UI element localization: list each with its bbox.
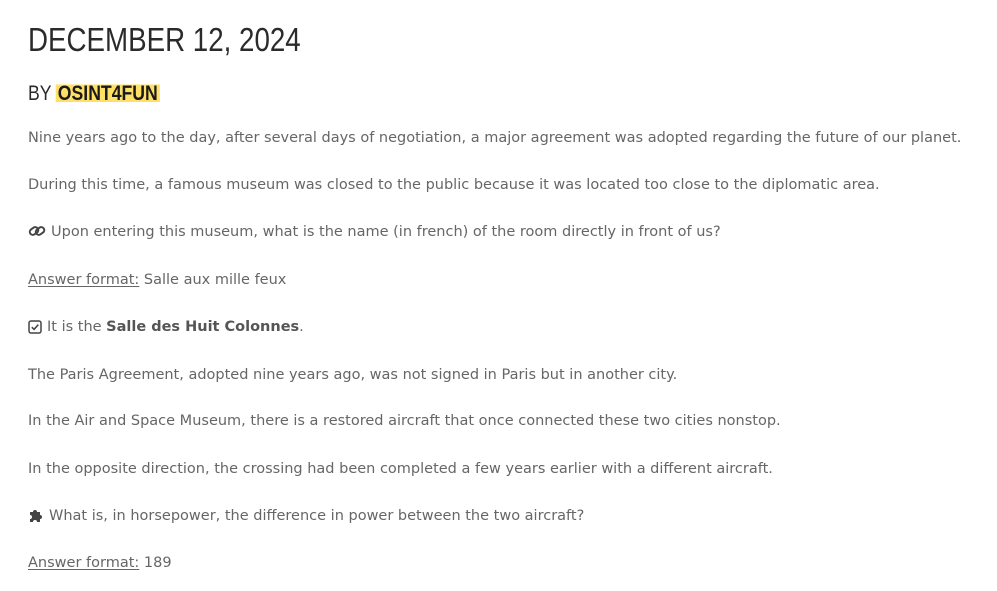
answer-format-label: Answer format: bbox=[28, 272, 140, 288]
question-2-text: What is, in horsepower, the difference in power between the two aircraft? bbox=[49, 508, 585, 524]
solution-answer: Salle des Huit Colonnes bbox=[106, 319, 300, 335]
puzzle-piece-icon bbox=[28, 507, 44, 529]
answer-format-1 bbox=[28, 270, 286, 290]
question-1 bbox=[28, 222, 721, 245]
link-icon bbox=[28, 223, 46, 245]
solution-1 bbox=[28, 317, 304, 340]
checkbox-checked-icon bbox=[28, 320, 42, 340]
paragraph-intro: Nine years ago to the day, after several days of negotiation, a major agreement was adopted regarding the future of our planet. bbox=[28, 130, 962, 146]
question-1-text: Upon entering this museum, what is the name (in french) of the room directly in front of us? bbox=[51, 224, 721, 240]
post-date: DECEMBER 12, 2024 bbox=[28, 21, 301, 58]
answer-format-value: Salle aux mille feux bbox=[143, 272, 287, 288]
author-link[interactable]: OSINT4FUN bbox=[57, 82, 158, 105]
paragraph-museum: During this time, a famous museum was closed to the public because it was located too close to the diplomatic area. bbox=[28, 177, 880, 193]
solution-prefix: It is the bbox=[47, 319, 107, 335]
answer-format-label: Answer format: bbox=[28, 555, 140, 571]
answer-format-2 bbox=[28, 553, 172, 573]
paragraph-opposite-direction: In the opposite direction, the crossing had been completed a few years earlier with a different aircraft. bbox=[28, 461, 773, 477]
byline bbox=[28, 80, 159, 108]
answer-format-value: 189 bbox=[143, 555, 172, 571]
byline-prefix: BY bbox=[28, 82, 52, 105]
solution-suffix: . bbox=[299, 319, 304, 335]
paragraph-air-museum: In the Air and Space Museum, there is a restored aircraft that once connected these two cities nonstop. bbox=[28, 413, 781, 429]
question-2 bbox=[28, 506, 584, 529]
paragraph-paris-agreement: The Paris Agreement, adopted nine years ago, was not signed in Paris but in another city. bbox=[28, 367, 678, 383]
